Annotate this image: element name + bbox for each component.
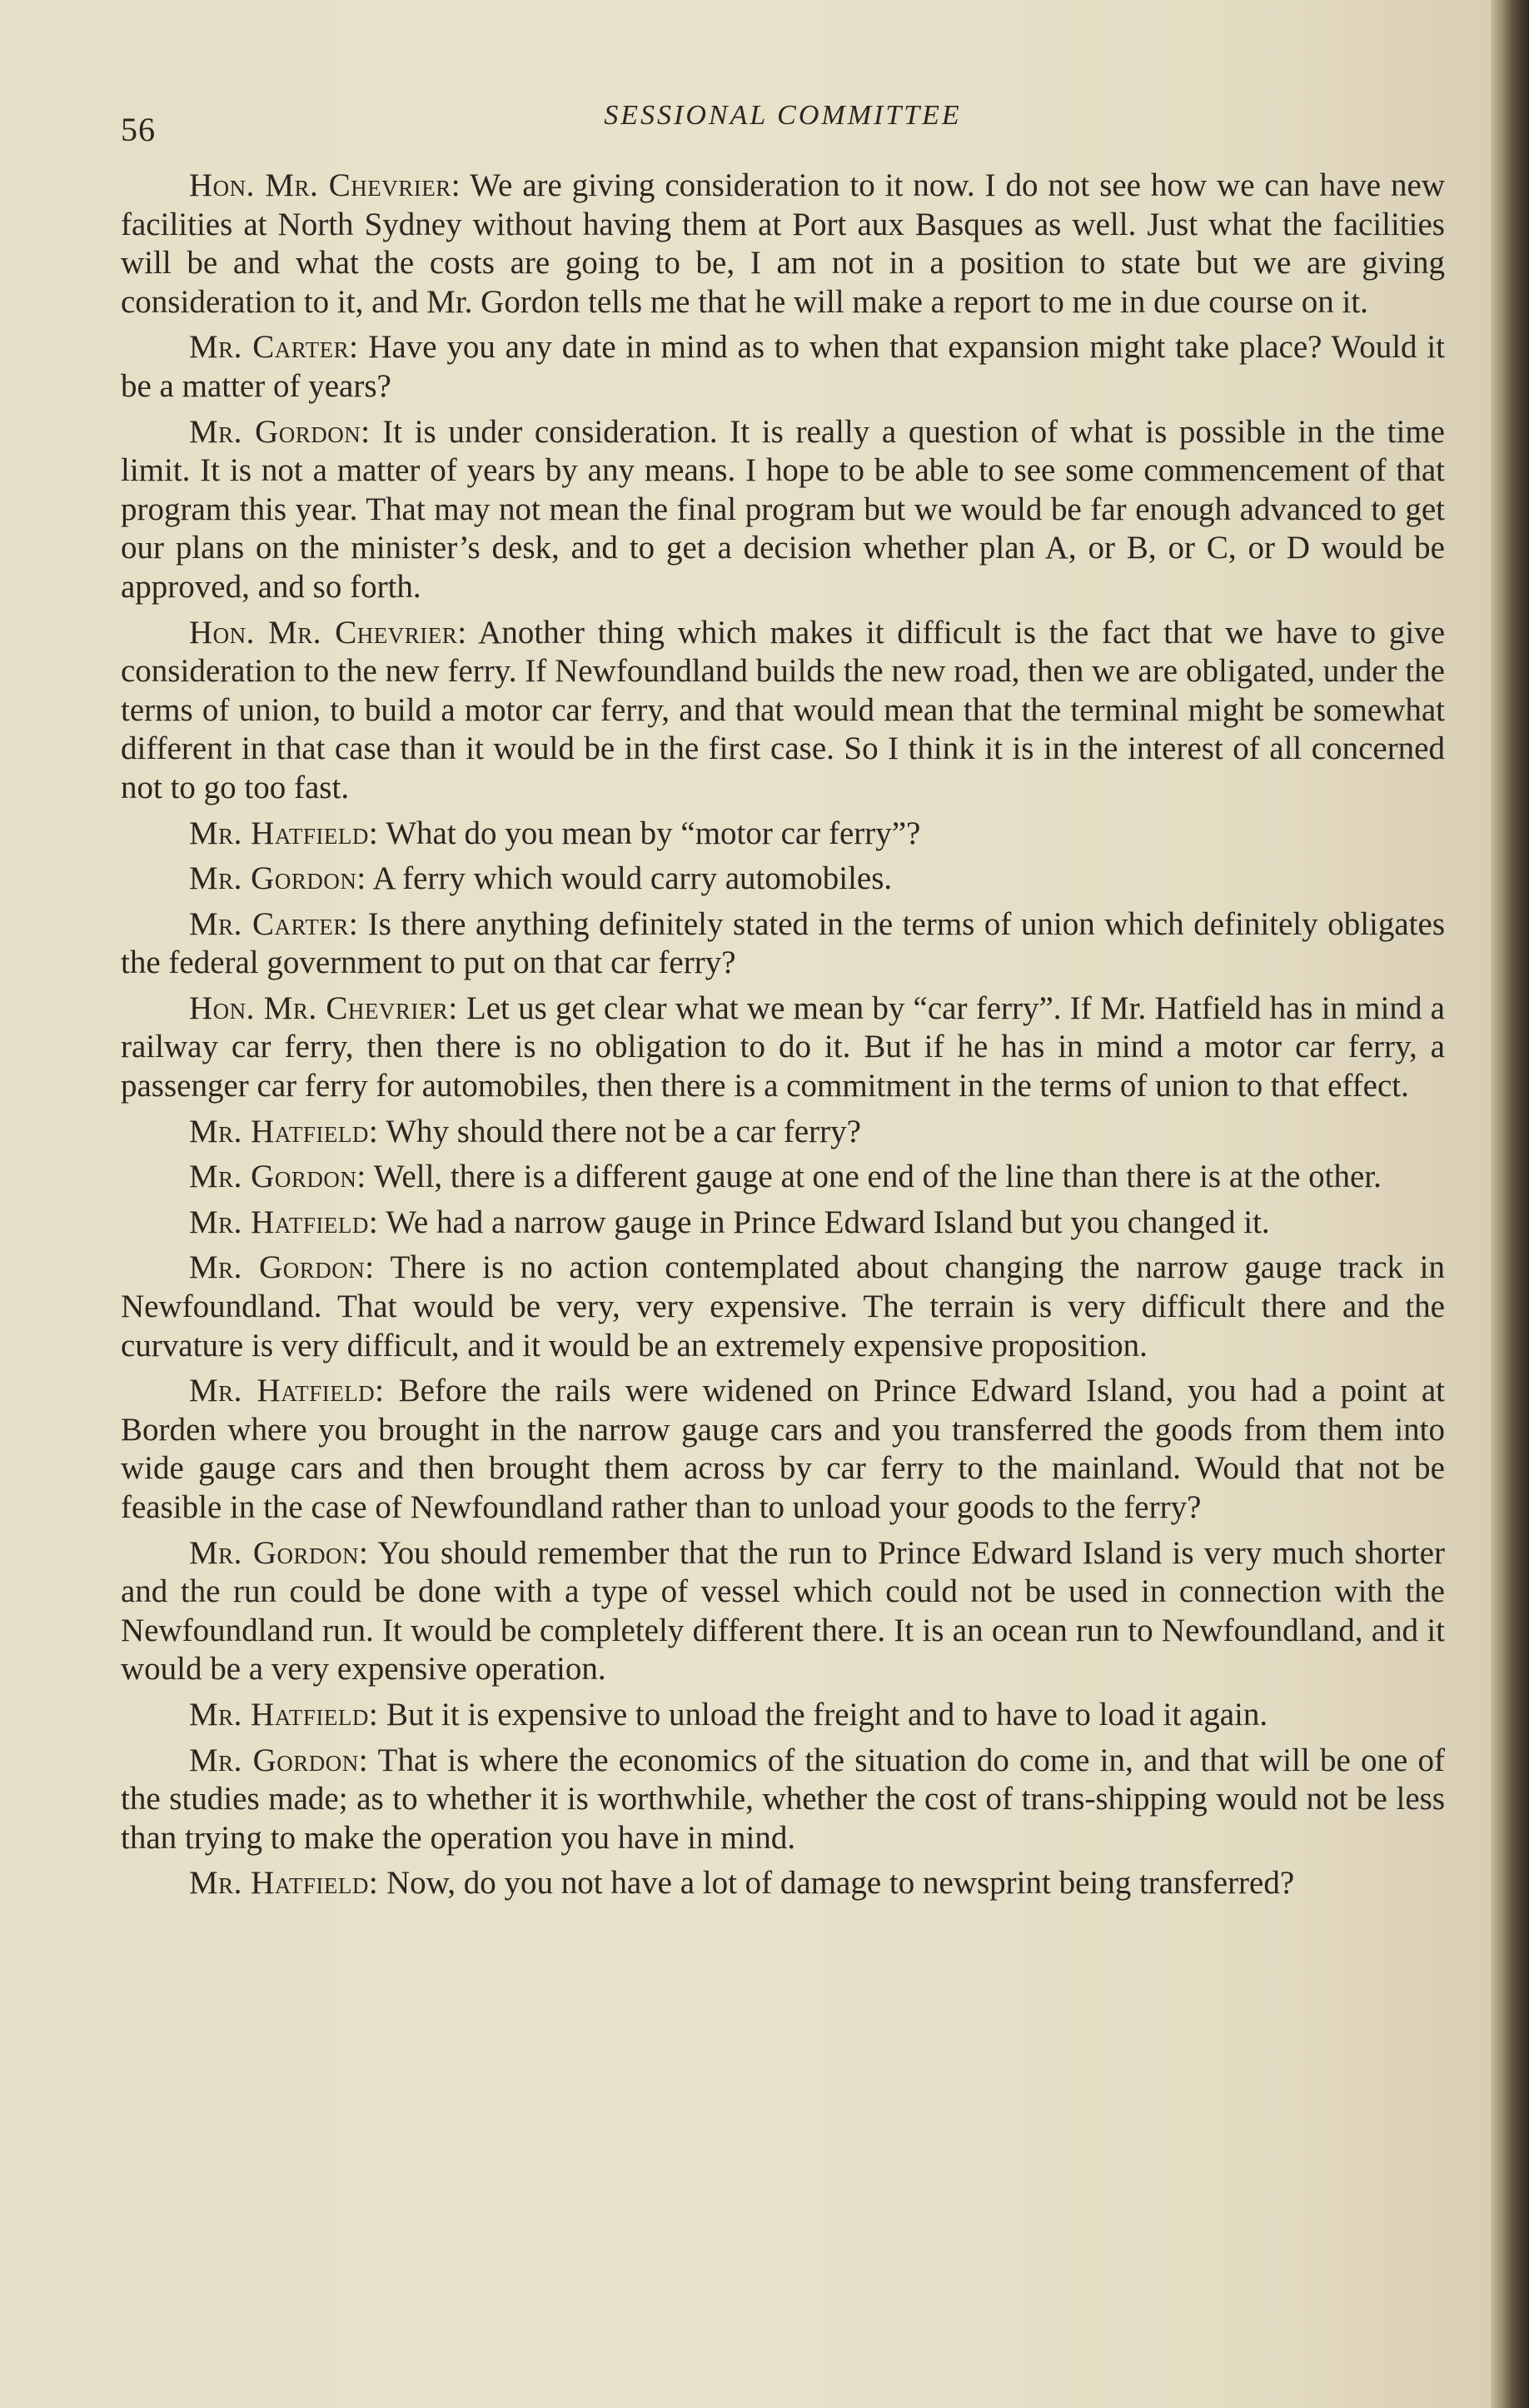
speaker-name: Hon. Mr. Chevrier: [189,167,461,203]
speaker-name: Mr. Hatfield: [189,1865,379,1902]
speech-text: You should remember that the run to Prince Edward Island is very much shorter and the run could be done with a type of vessel which could not be used in connection with the Newfoundland run. It would be completely different there. It is an ocean run to Newfoundland, and it would be a very expensive operation. [121,1534,1445,1688]
speech-text: Another thing which makes it difficult is the fact that we have to give consideration to the new ferry. If Newfoundland builds the new road, then we are obligated, under the terms of union, to build a motor car ferry, and that would mean that the terminal might be somewhat different in that case than it would be in the first case. So I think it is in the interest of all concerned not to go too fast. [121,614,1445,805]
speech-text: Let us get clear what we mean by “car ferry”. If Mr. Hatfield has in mind a railway car ferry, then there is no obligation to do it. But if he has in mind a motor car ferry, a passenger car ferry for automobiles, then there is a commitment in the terms of union to that effect. [121,990,1445,1104]
transcript-paragraph [121,1696,1445,1735]
speech-text: But it is expensive to unload the freight and to have to load it again. [386,1696,1268,1732]
transcript-paragraph [121,1249,1445,1365]
book-spine-shadow [1491,0,1529,2408]
speech-text: A ferry which would carry automobiles. [372,860,893,897]
speech-text: There is no action contemplated about changing the narrow gauge track in Newfoundland. That would be very, very expensive. The terrain is very difficult there and the curvature is very difficult, and it would be an extremely expensive proposition. [121,1249,1445,1364]
speaker-name: Mr. Carter: [189,905,359,942]
transcript-paragraph [121,1742,1445,1858]
transcript-body [121,167,1445,1910]
transcript-paragraph [121,328,1445,406]
speaker-name: Mr. Gordon: [189,1534,369,1571]
speech-text: We are giving consideration to it now. I do not see how we can have new facilities at North Sydney without having them at Port aux Basques as well. Just what the facilities will be and what the costs are going to be, I am not in a position to state but we are giving consideration to it, and Mr. Gordon tells me that he will make a report to me in due course on it. [121,167,1446,320]
speech-text: What do you mean by “motor car ferry”? [386,815,921,851]
transcript-paragraph [121,1534,1445,1689]
speech-text: Well, there is a different gauge at one end of the line than there is at the other. [373,1159,1382,1195]
speaker-name: Mr. Carter: [189,329,359,366]
transcript-paragraph [121,1158,1445,1197]
speech-text: Before the rails were widened on Prince Edward Island, you had a point at Borden where you brought in the narrow gauge cars and you transferred the goods from them into wide gauge cars and then brought them across by car ferry to the mainland. Would that not be feasible in the case of Newfoundland rather than to unload your goods to the ferry? [121,1373,1445,1525]
speaker-name: Mr. Gordon: [189,860,366,897]
speaker-name: Mr. Hatfield: [189,1373,385,1409]
speech-text: Is there anything definitely stated in the terms of union which definitely obligates the federal government to put on that car ferry? [121,905,1445,981]
speech-text: That is where the economics of the situation do come in, and that will be one of the studies made; as to whether it is worthwhile, whether the cost of trans-shipping would not be less than trying to make the operation you have in mind. [121,1742,1446,1856]
speaker-name: Mr. Hatfield: [189,1204,379,1240]
speaker-name: Mr. Gordon: [189,1249,375,1286]
transcript-paragraph [121,1113,1445,1152]
speaker-name: Mr. Hatfield: [189,815,379,851]
transcript-paragraph [121,1372,1445,1527]
running-title: SESSIONAL COMMITTEE [604,100,962,131]
speech-text: We had a narrow gauge in Prince Edward Island but you changed it. [386,1204,1270,1240]
transcript-paragraph [121,815,1445,854]
page-number: 56 [121,111,156,148]
speaker-name: Hon. Mr. Chevrier: [189,990,458,1026]
speaker-name: Mr. Hatfield: [189,1113,379,1149]
speech-text: Why should there not be a car ferry? [386,1113,861,1149]
speaker-name: Mr. Hatfield: [189,1696,379,1732]
speaker-name: Hon. Mr. Chevrier: [189,614,467,651]
speech-text: Now, do you not have a lot of damage to newsprint being transferred? [386,1865,1295,1902]
speaker-name: Mr. Gordon: [189,413,371,450]
transcript-paragraph [121,905,1445,983]
speaker-name: Mr. Gordon: [189,1742,369,1778]
speaker-name: Mr. Gordon: [189,1159,366,1195]
speech-text: It is under consideration. It is really a question of what is possible in the time limit. It is not a matter of years by any means. I hope to be able to see some commencement of that program this year. That may not mean the final program but we would be far enough advanced to get our plans on the minister’s desk, and to get a decision whether plan A, or B, or C, or D would be approved, and so forth. [121,413,1445,605]
speech-text: Have you any date in mind as to when that expansion might take place? Would it be a matter of years? [121,329,1446,404]
transcript-paragraph [121,614,1445,808]
transcript-paragraph [121,413,1445,607]
transcript-paragraph [121,1204,1445,1243]
transcript-paragraph [121,860,1445,899]
transcript-paragraph [121,990,1445,1106]
transcript-paragraph [121,1864,1445,1903]
page-header [121,90,1445,148]
transcript-paragraph [121,167,1445,322]
